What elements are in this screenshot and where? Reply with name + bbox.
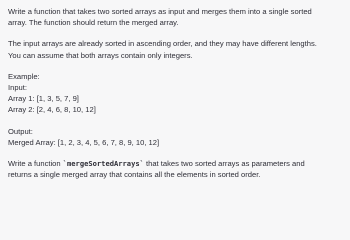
message-line: Write a function that takes two sorted arrays as input and merges them into a single sorted — [8, 7, 312, 16]
message-line: The input arrays are already sorted in ascending order, and they may have different lengths. — [8, 39, 317, 49]
instruction-prefix: Write a function — [8, 159, 63, 169]
message-line: array. The function should return the merged array. — [8, 18, 179, 28]
output-heading: Output: — [8, 126, 33, 136]
array1-line: Array 1: [1, 3, 5, 7, 9] — [8, 94, 79, 104]
example-heading: Example: — [8, 71, 40, 81]
merged-array-line: Merged Array: [1, 2, 3, 4, 5, 6, 7, 8, 9, 10, 12] — [8, 137, 160, 147]
function-name-code: `mergeSortedArrays` — [62, 159, 144, 169]
message-line: You can assume that both arrays contain only integers. — [8, 50, 193, 60]
input-heading: Input: — [8, 83, 27, 93]
array2-line: Array 2: [2, 4, 6, 8, 10, 12] — [8, 105, 96, 115]
instruction-line — [8, 158, 342, 169]
message-line: returns a single merged array that contains all the elements in sorted order. — [8, 170, 261, 180]
instruction-suffix: that takes two sorted arrays as parameters and — [143, 159, 305, 169]
